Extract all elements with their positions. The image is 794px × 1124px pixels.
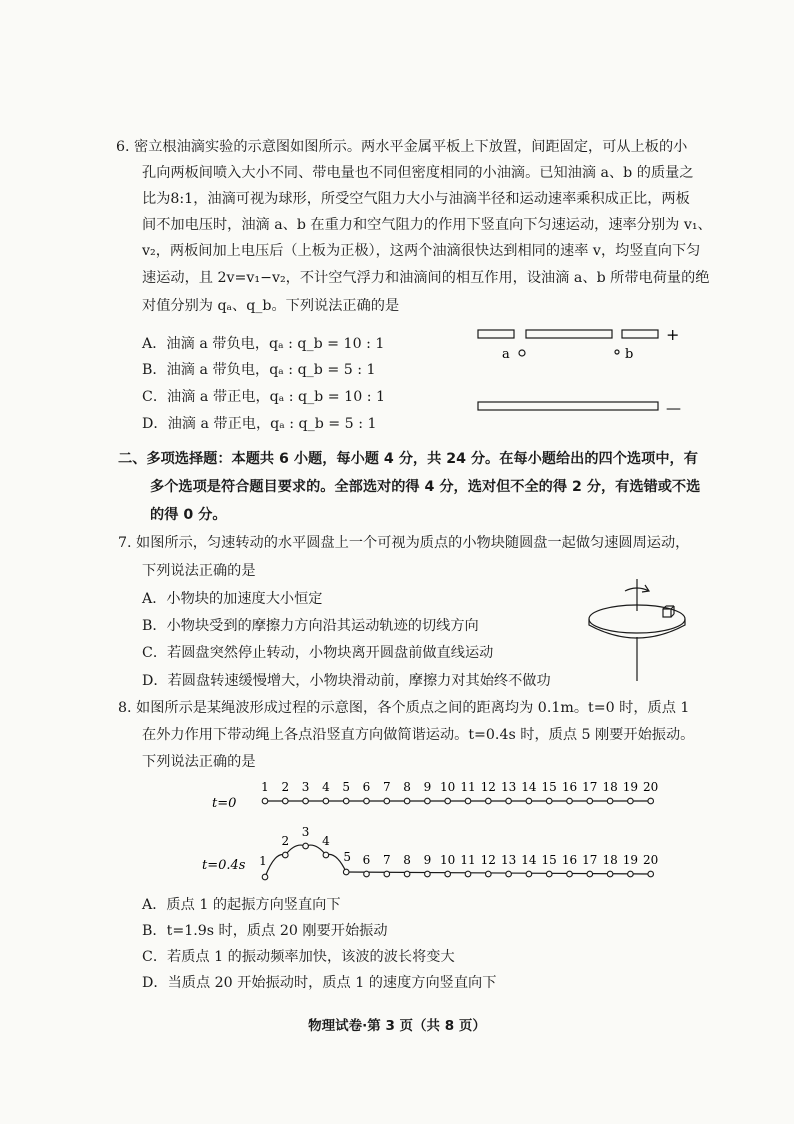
q8-option-b: B．t=1.9s 时，质点 20 刚要开始振动 [142,923,388,939]
rope-point-t0 [506,798,512,804]
q7-option-d: D．若圆盘转速缓慢增大，小物块滑动前，摩擦力对其始终不做功 [142,673,551,689]
minus-sign: — [666,399,681,417]
rope-line-t1 [346,872,651,874]
q7-option-a: A．小物块的加速度大小恒定 [142,591,323,607]
rope-number-t0: 5 [342,780,351,794]
label-b: b [625,347,634,362]
rope-wave-crest [265,845,346,877]
rope-point-t1 [262,874,268,880]
rope-number-t1: 12 [480,853,496,867]
rope-number-t1: 15 [541,853,557,867]
rope-point-t1 [567,871,573,877]
q6-option-a: A．油滴 a 带负电，qₐ : q_b = 10 : 1 [142,336,385,352]
rope-point-t1 [303,843,309,849]
rope-number-t0: 18 [602,780,618,794]
rope-point-t1 [526,871,532,877]
top-plate-left [478,330,514,338]
rope-point-t0 [425,798,431,804]
rope-number-t1: 8 [403,853,411,867]
q6-line-1: 6. 密立根油滴实验的示意图如图所示。两水平金属平板上下放置，间距固定，可从上板的小 [116,139,688,155]
rope-point-t1 [546,871,552,877]
rope-number-t0: 4 [322,780,330,794]
rope-number-t1: 13 [500,853,517,867]
q6-line-4: 间不加电压时，油滴 a、b 在重力和空气阻力的作用下竖直向下匀速运动，速率分别为 v₁、 [142,217,712,233]
rope-number-t1: 11 [460,853,476,867]
q6-line-3: 比为8:1，油滴可视为球形，所受空气阻力大小与油滴半径和运动速率乘积成正比，两板 [142,191,690,207]
rope-point-t1 [343,869,349,875]
rope-point-t0 [404,798,410,804]
rope-point-t1 [587,871,593,877]
rope-point-t0 [445,798,451,804]
rope-number-t1: 2 [281,834,290,848]
millikan-figure [470,322,690,422]
rope-number-t1: 14 [521,853,537,867]
rope-point-t0 [567,798,573,804]
t0-label: t=0 [212,796,237,811]
bottom-plate [478,402,658,410]
rope-point-t0 [364,798,370,804]
rope-number-t1: 3 [301,825,310,839]
rope-point-t1 [283,852,289,858]
q8-line-1: 8. 如图所示是某绳波形成过程的示意图，各个质点之间的距离均为 0.1m。t=0 时，质点 1 [118,700,690,716]
rope-number-t1: 16 [561,853,578,867]
rope-point-t1 [445,871,451,877]
rope-number-t0: 13 [500,780,517,794]
rope-number-t0: 14 [521,780,537,794]
rope-number-t1: 1 [259,854,267,868]
rope-point-t0 [587,798,593,804]
rope-point-t0 [262,798,268,804]
rope-number-t1: 18 [602,853,618,867]
q6-line-6: 速运动，且 2v=v₁−v₂，不计空气浮力和油滴间的相互作用，设油滴 a、b 所带电荷量的绝 [142,270,710,286]
q7-option-b: B．小物块受到的摩擦力方向沿其运动轨迹的切线方向 [142,618,479,634]
small-block [663,609,671,617]
rope-point-t1 [648,871,654,877]
rope-point-t0 [648,798,654,804]
t1-label: t=0.4s [202,858,246,873]
rope-point-t0 [283,798,289,804]
q6-line-5: v₂，两板间加上电压后（上板为正极），这两个油滴很快达到相同的速率 v，均竖直向下匀 [142,243,701,259]
rope-wave-figure [195,776,665,886]
rope-number-t1: 17 [582,853,598,867]
rope-point-t0 [343,798,349,804]
rope-number-t1: 9 [423,853,432,867]
rope-point-t0 [526,798,532,804]
top-plate-middle [526,330,612,338]
q8-line-2: 在外力作用下带动绳上各点沿竖直方向做简谐运动。t=0.4s 时，质点 5 刚要开始振动。 [142,727,695,743]
rope-number-t1: 6 [362,853,371,867]
rope-point-t0 [486,798,492,804]
rope-number-t1: 20 [643,853,659,867]
q7-line-2: 下列说法正确的是 [142,563,256,579]
q7-option-c: C．若圆盘突然停止转动，小物块离开圆盘前做直线运动 [142,645,494,661]
q8-option-a: A．质点 1 的起振方向竖直向下 [142,897,341,913]
q6-option-b: B．油滴 a 带负电，qₐ : q_b = 5 : 1 [142,362,376,378]
section2-line-1: 二、多项选择题：本题共 6 小题，每小题 4 分，共 24 分。在每小题给出的四个选项中，有 [118,451,698,467]
q6-line-7: 对值分别为 qₐ、q_b。下列说法正确的是 [142,298,400,314]
rope-number-t0: 7 [382,780,391,794]
rope-number-t0: 9 [423,780,432,794]
rope-point-t0 [546,798,552,804]
q6-option-d: D．油滴 a 带正电，qₐ : q_b = 5 : 1 [142,416,377,432]
rope-number-t0: 10 [440,780,456,794]
rope-point-t1 [628,871,634,877]
droplet-a [519,350,525,356]
rope-number-t0: 20 [643,780,659,794]
rope-point-t0 [384,798,390,804]
q8-option-d: D．当质点 20 开始振动时，质点 1 的速度方向竖直向下 [142,975,497,991]
q7-line-1: 7. 如图所示，匀速转动的水平圆盘上一个可视为质点的小物块随圆盘一起做匀速圆周运动， [118,535,690,551]
rope-point-t1 [607,871,613,877]
rope-number-t0: 6 [362,780,371,794]
rope-point-t0 [465,798,471,804]
q8-option-c: C．若质点 1 的振动频率加快，该波的波长将变大 [142,949,455,965]
rope-number-t1: 4 [322,834,330,848]
rope-point-t1 [486,871,492,877]
top-plate-right [622,330,658,338]
turntable-figure [585,575,695,685]
rope-number-t0: 2 [281,780,290,794]
rope-number-t1: 19 [622,853,639,867]
rope-point-t0 [628,798,634,804]
rope-number-t0: 11 [460,780,476,794]
rope-point-t0 [607,798,613,804]
rope-point-t1 [425,871,431,877]
droplet-b [615,350,619,354]
rope-number-t0: 8 [403,780,411,794]
rope-number-t1: 10 [440,853,456,867]
rope-point-t0 [323,798,329,804]
rope-point-t0 [303,798,309,804]
rope-number-t0: 12 [480,780,496,794]
page-footer: 物理试卷·第 3 页（共 8 页） [308,1018,486,1034]
q8-line-3: 下列说法正确的是 [142,754,256,770]
rope-point-t1 [404,871,410,877]
rope-point-t1 [384,871,390,877]
plus-sign: + [666,325,680,344]
label-a: a [502,347,510,362]
rope-number-t0: 16 [561,780,578,794]
section2-line-3: 的得 0 分。 [150,507,227,523]
rope-number-t0: 15 [541,780,557,794]
rope-point-t1 [465,871,471,877]
rope-number-t0: 17 [582,780,598,794]
rope-number-t1: 5 [343,850,352,864]
section2-line-2: 多个选项是符合题目要求的。全部选对的得 4 分，选对但不全的得 2 分，有选错或不选 [150,479,701,495]
rope-number-t1: 7 [382,853,391,867]
rope-number-t0: 1 [261,780,269,794]
rope-number-t0: 19 [622,780,639,794]
rope-point-t1 [364,871,370,877]
rope-point-t1 [323,852,329,858]
q6-option-c: C．油滴 a 带正电，qₐ : q_b = 10 : 1 [142,389,386,405]
rope-point-t1 [506,871,512,877]
q6-line-2: 孔向两板间喷入大小不同、带电量也不同但密度相同的小油滴。已知油滴 a、b 的质量之 [142,165,694,181]
rope-number-t0: 3 [301,780,310,794]
